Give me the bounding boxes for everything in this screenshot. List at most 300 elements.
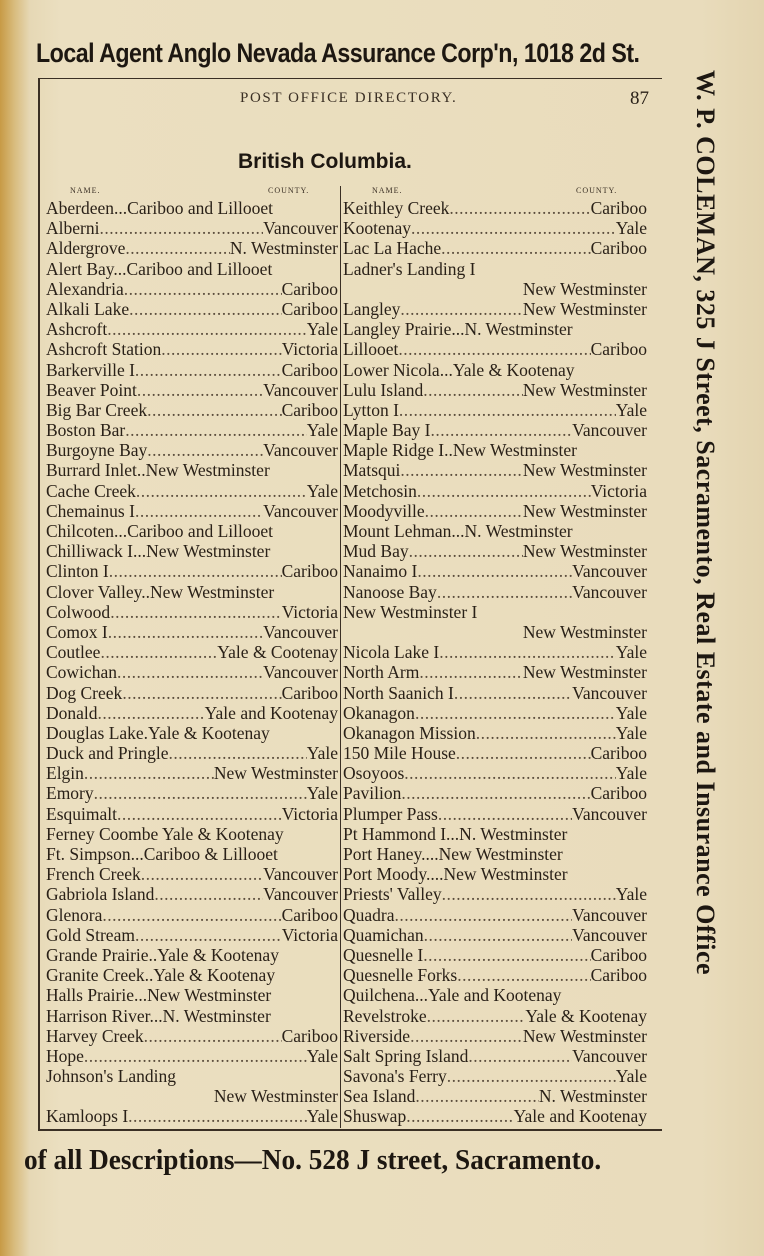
place-name: Moodyville (343, 500, 425, 521)
place-name: Quilchena...Yale and Kootenay (343, 985, 562, 1006)
county-name: Cariboo (590, 339, 647, 360)
directory-entry (46, 703, 338, 723)
county-name: Yale (615, 722, 647, 743)
directory-entry (343, 259, 647, 279)
place-name: Maple Bay I (343, 420, 431, 441)
county-name: Vancouver (572, 803, 647, 824)
directory-entry (343, 905, 647, 925)
place-name: Lac La Hache (343, 238, 442, 259)
dot-leader (135, 925, 282, 945)
place-name: Revelstroke (343, 1005, 427, 1026)
dot-leader (395, 905, 573, 925)
directory-entry (343, 198, 647, 218)
directory-entry (46, 642, 338, 662)
directory-entry (46, 541, 338, 561)
county-name: Yale (306, 319, 338, 340)
county-name: Vancouver (263, 440, 338, 461)
place-name: Beaver Point (46, 379, 137, 400)
county-name: Victoria (281, 601, 338, 622)
dot-leader (117, 804, 282, 824)
county-name: New Westminster (522, 500, 647, 521)
county-name: Cariboo (590, 965, 647, 986)
dot-leader (147, 440, 263, 460)
directory-entry (46, 723, 338, 743)
directory-entry (343, 743, 647, 763)
dot-leader (425, 501, 523, 521)
dot-leader (124, 279, 282, 299)
dot-leader (135, 360, 282, 380)
section-title: British Columbia. (238, 150, 412, 173)
directory-entry (343, 561, 647, 581)
place-name: Duck and Pringle (46, 743, 169, 764)
county-name: Yale (615, 399, 647, 420)
county-name: New Westminster (522, 460, 647, 481)
dot-leader (423, 380, 523, 400)
directory-entry (343, 1006, 647, 1026)
place-name: Alexandria (46, 278, 124, 299)
county-name: Cariboo (590, 944, 647, 965)
place-name: Dog Creek (46, 682, 123, 703)
county-name: Yale (615, 1066, 647, 1087)
directory-entry (343, 319, 647, 339)
place-name: Clinton I (46, 561, 109, 582)
dot-leader (100, 642, 217, 662)
directory-entry (343, 420, 647, 440)
directory-entry (46, 662, 338, 682)
place-name: Lytton I (343, 399, 399, 420)
county-name: Vancouver (572, 1045, 647, 1066)
directory-entry (46, 1026, 338, 1046)
dot-leader (404, 763, 615, 783)
dot-leader (107, 319, 306, 339)
place-name: Lower Nicola...Yale & Kootenay (343, 359, 575, 380)
right-entry-list (343, 198, 647, 1127)
place-name: Quesnelle Forks (343, 965, 458, 986)
place-name: Sea Island (343, 1086, 416, 1107)
directory-entry (343, 339, 647, 359)
place-name: Nicola Lake I (343, 642, 440, 663)
place-name: Nanoose Bay (343, 581, 437, 602)
dot-leader (454, 683, 572, 703)
directory-entry (343, 1106, 647, 1126)
place-name: Emory (46, 783, 94, 804)
place-name: Matsqui (343, 460, 401, 481)
county-name: Vancouver (572, 581, 647, 602)
directory-entry (343, 1046, 647, 1066)
directory-entry (46, 925, 338, 945)
county-name: Cariboo (281, 399, 338, 420)
county-name: Victoria (281, 924, 338, 945)
county-name: N. Westminster (538, 1086, 647, 1107)
county-name: Vancouver (263, 379, 338, 400)
place-name: Big Bar Creek (46, 399, 148, 420)
dot-leader (137, 380, 263, 400)
county-name: Yale & Kootenay (525, 1005, 647, 1026)
place-name: Riverside (343, 1025, 411, 1046)
county-name: Cariboo (281, 298, 338, 319)
county-name: Cariboo (590, 238, 647, 259)
dot-leader (406, 1106, 513, 1126)
directory-entry (46, 198, 338, 218)
directory-entry (343, 723, 647, 743)
place-name: Douglas Lake.Yale & Kootenay (46, 722, 270, 743)
place-name: Savona's Ferry (343, 1066, 447, 1087)
directory-entry (343, 380, 647, 400)
county-name: Vancouver (263, 218, 338, 239)
directory-entry (343, 582, 647, 602)
directory-entry (46, 460, 338, 480)
directory-entry (46, 602, 338, 622)
directory-entry (46, 985, 338, 1005)
county-name: New Westminster (522, 379, 647, 400)
directory-entry (46, 804, 338, 824)
dot-leader (94, 783, 307, 803)
county-name: Vancouver (572, 904, 647, 925)
county-name: Vancouver (263, 662, 338, 683)
dot-leader (84, 763, 214, 783)
place-name: Coutlee (46, 642, 101, 663)
directory-entry (46, 1066, 338, 1086)
directory-entry (343, 279, 647, 299)
directory-entry (343, 945, 647, 965)
county-name: New Westminster (522, 1025, 647, 1046)
dot-leader (415, 1086, 538, 1106)
county-name: Victoria (590, 480, 647, 501)
place-name: Priests' Valley (343, 884, 442, 905)
county-name: Vancouver (263, 621, 338, 642)
county-name: Yale (306, 783, 338, 804)
county-name: Yale (615, 884, 647, 905)
place-name: Aldergrove (46, 238, 126, 259)
place-name: Chilcoten...Cariboo and Lillooet (46, 521, 273, 541)
dot-leader (438, 804, 572, 824)
directory-entry (46, 481, 338, 501)
place-name: Aberdeen...Cariboo and Lillooet (46, 198, 273, 218)
dot-leader (401, 783, 590, 803)
county-name: Yale (615, 763, 647, 784)
left-entry-list (46, 198, 338, 1127)
dot-leader (122, 683, 281, 703)
directory-entry (46, 945, 338, 965)
dot-leader (439, 642, 616, 662)
directory-entry (46, 582, 338, 602)
county-name: Yale (615, 702, 647, 723)
county-name: Yale and Kootenay (204, 702, 338, 723)
place-name: Donald (46, 702, 98, 723)
place-name: Ashcroft Station (46, 339, 162, 360)
county-name: Cariboo (590, 198, 647, 218)
directory-entry (343, 501, 647, 521)
directory-entry (343, 925, 647, 945)
county-name: Yale (306, 420, 338, 441)
dot-leader (136, 481, 307, 501)
county-name: Cariboo (590, 743, 647, 764)
directory-entry (46, 561, 338, 581)
directory-entry (46, 965, 338, 985)
place-name: Salt Spring Island (343, 1045, 469, 1066)
county-name: Cariboo (281, 1025, 338, 1046)
place-name: Okanagon (343, 702, 415, 723)
left-county-header: COUNTY. (268, 186, 310, 195)
dot-leader (400, 460, 522, 480)
directory-entry (46, 1006, 338, 1026)
place-name: Halls Prairie...New Westminster (46, 985, 272, 1006)
directory-entry (343, 864, 647, 884)
right-name-header: NAME. (372, 186, 403, 195)
county-name: Vancouver (572, 420, 647, 441)
county-name: New Westminster (522, 278, 647, 299)
directory-entry (46, 824, 338, 844)
place-name: Hope (46, 1045, 84, 1066)
directory-entry (46, 683, 338, 703)
county-name: Cariboo (281, 904, 338, 925)
place-name: Quesnelle I (343, 944, 424, 965)
page-number: 87 (630, 88, 649, 109)
place-name: Clover Valley..New Westminster (46, 581, 275, 602)
place-name: Cowichan (46, 662, 117, 683)
place-name: Osoyoos (343, 763, 405, 784)
county-name: Vancouver (263, 864, 338, 885)
directory-entry (46, 743, 338, 763)
dot-leader (430, 420, 572, 440)
directory-entry (343, 622, 647, 642)
directory-entry (343, 218, 647, 238)
place-name: Quamichan (343, 924, 424, 945)
county-name: New Westminster (522, 621, 647, 642)
county-name: New Westminster (522, 298, 647, 319)
place-name: French Creek (46, 864, 141, 885)
directory-entry (46, 622, 338, 642)
place-name: Maple Ridge I..New Westminster (343, 440, 577, 461)
dot-leader (168, 743, 306, 763)
county-name: Yale (306, 480, 338, 501)
dot-leader (398, 339, 590, 359)
directory-entry (46, 501, 338, 521)
dot-leader (108, 622, 263, 642)
directory-entry (46, 259, 338, 279)
directory-entry (343, 1086, 647, 1106)
dot-leader (417, 481, 591, 501)
county-name: Cariboo (281, 359, 338, 380)
county-name: Vancouver (572, 924, 647, 945)
dot-leader (400, 299, 523, 319)
dot-leader (144, 1026, 282, 1046)
dot-leader (154, 884, 263, 904)
place-name: Metchosin (343, 480, 417, 501)
directory-entry (46, 380, 338, 400)
directory-entry (343, 824, 647, 844)
place-name: Pt Hammond I...N. Westminster (343, 823, 568, 844)
place-name: Kootenay (343, 218, 412, 239)
county-name: Yale (306, 743, 338, 764)
place-name: Keithley Creek (343, 198, 450, 218)
directory-entry (343, 238, 647, 258)
dot-leader (411, 218, 616, 238)
directory-entry (343, 541, 647, 561)
directory-entry (343, 683, 647, 703)
place-name: Alkali Lake (46, 298, 130, 319)
county-name: New Westminster (522, 541, 647, 562)
dot-leader (399, 400, 616, 420)
dot-leader (135, 501, 263, 521)
directory-entry (46, 339, 338, 359)
dot-leader (419, 662, 523, 682)
top-advertisement: Local Agent Anglo Nevada Assurance Corp'n, 1018 2d St. (36, 38, 640, 68)
directory-entry (343, 1026, 647, 1046)
directory-entry (46, 884, 338, 904)
county-name: Cariboo (281, 682, 338, 703)
county-name: New Westminster (213, 1086, 338, 1107)
side-advertisement: W. P. COLEMAN, 325 J Street, Sacramento, Real Estate and Insurance Office (691, 70, 720, 976)
directory-entry (343, 460, 647, 480)
place-name: Okanagon Mission (343, 722, 476, 743)
place-name: Ashcroft (46, 319, 108, 340)
place-name: Gold Stream (46, 924, 135, 945)
place-name: Colwood (46, 601, 111, 622)
directory-entry (343, 481, 647, 501)
directory-entry (46, 1106, 338, 1126)
place-name: Mount Lehman...N. Westminster (343, 521, 573, 541)
directory-entry (343, 299, 647, 319)
dot-leader (129, 299, 282, 319)
directory-entry (343, 440, 647, 460)
county-name: Vancouver (572, 682, 647, 703)
place-name: Burrard Inlet..New Westminster (46, 460, 270, 481)
column-divider (340, 186, 341, 1128)
directory-entry (343, 1066, 647, 1086)
dot-leader (99, 218, 263, 238)
county-name: Yale (306, 1106, 338, 1127)
dot-leader (125, 238, 230, 258)
place-name: Pavilion (343, 783, 402, 804)
directory-entry (46, 299, 338, 319)
county-name: Vancouver (263, 884, 338, 905)
place-name: Barkerville I (46, 359, 135, 380)
place-name: New Westminster I (343, 601, 478, 622)
place-name: Kamloops I (46, 1106, 129, 1127)
directory-entry (343, 642, 647, 662)
county-name: New Westminster (522, 662, 647, 683)
county-name: Vancouver (572, 561, 647, 582)
directory-entry (343, 804, 647, 824)
dot-leader (98, 703, 205, 723)
place-name: Chilliwack I...New Westminster (46, 541, 271, 562)
county-name: Cariboo (281, 278, 338, 299)
directory-entry (343, 703, 647, 723)
directory-entry (46, 400, 338, 420)
dot-leader (449, 198, 590, 218)
directory-entry (46, 905, 338, 925)
place-name: North Arm (343, 662, 420, 683)
directory-entry (46, 238, 338, 258)
place-name: Elgin (46, 763, 84, 784)
place-name: Port Moody....New Westminster (343, 864, 568, 885)
county-name: Victoria (281, 803, 338, 824)
dot-leader (409, 541, 523, 561)
dot-leader (102, 905, 281, 925)
dot-leader (423, 945, 590, 965)
county-name: Yale and Kootenay (513, 1106, 647, 1127)
directory-entry (46, 218, 338, 238)
dot-leader (427, 1006, 526, 1026)
place-name: North Saanich I (343, 682, 454, 703)
place-name: Lillooet (343, 339, 399, 360)
directory-entry (343, 783, 647, 803)
directory-entry (343, 521, 647, 541)
dot-leader (456, 743, 591, 763)
directory-entry (46, 440, 338, 460)
directory-entry (343, 360, 647, 380)
directory-entry (46, 844, 338, 864)
dot-leader (447, 1066, 616, 1086)
place-name: Burgoyne Bay (46, 440, 148, 461)
place-name: Comox I (46, 621, 108, 642)
directory-entry (46, 319, 338, 339)
dot-leader (415, 703, 616, 723)
place-name: Boston Bar (46, 420, 126, 441)
dot-leader (84, 1046, 307, 1066)
place-name: Langley Prairie...N. Westminster (343, 319, 573, 340)
county-name: Yale & Cootenay (217, 642, 338, 663)
dot-leader (417, 561, 572, 581)
county-name: Victoria (281, 339, 338, 360)
directory-entry (343, 884, 647, 904)
directory-entry (46, 1086, 338, 1106)
county-name: New Westminster (213, 763, 338, 784)
directory-entry (46, 763, 338, 783)
place-name: Gabriola Island (46, 884, 155, 905)
dot-leader (476, 723, 616, 743)
place-name: Langley (343, 298, 401, 319)
dot-leader (410, 1026, 523, 1046)
running-head: POST OFFICE DIRECTORY. (240, 90, 458, 106)
bottom-advertisement: of all Descriptions—No. 528 J street, Sacramento. (24, 1144, 602, 1176)
county-name: Cariboo (590, 783, 647, 804)
county-name: Yale (615, 642, 647, 663)
dot-leader (141, 864, 263, 884)
right-county-header: COUNTY. (576, 186, 618, 195)
directory-entry (46, 783, 338, 803)
place-name: Nanaimo I (343, 561, 418, 582)
county-name: Cariboo (281, 561, 338, 582)
directory-entry (343, 763, 647, 783)
place-name: Shuswap (343, 1106, 407, 1127)
directory-entry (46, 1046, 338, 1066)
directory-entry (343, 602, 647, 622)
dot-leader (117, 662, 263, 682)
dot-leader (442, 884, 616, 904)
directory-entry (46, 521, 338, 541)
place-name: Lulu Island (343, 379, 424, 400)
directory-entry (343, 965, 647, 985)
directory-entry (46, 279, 338, 299)
place-name: Alert Bay...Cariboo and Lillooet (46, 258, 273, 279)
place-name: Grande Prairie..Yale & Kootenay (46, 944, 279, 965)
place-name: Glenora (46, 904, 103, 925)
directory-entry (343, 400, 647, 420)
dot-leader (125, 420, 306, 440)
dot-leader (128, 1106, 307, 1126)
place-name: Port Haney....New Westminster (343, 844, 563, 864)
place-name: Mud Bay (343, 541, 409, 562)
directory-entry (343, 662, 647, 682)
dot-leader (457, 965, 590, 985)
county-name: Vancouver (263, 500, 338, 521)
county-name: Yale (306, 1045, 338, 1066)
dot-leader (468, 1046, 572, 1066)
place-name: Ft. Simpson...Cariboo & Lillooet (46, 844, 278, 864)
place-name: Ladner's Landing I (343, 258, 476, 279)
